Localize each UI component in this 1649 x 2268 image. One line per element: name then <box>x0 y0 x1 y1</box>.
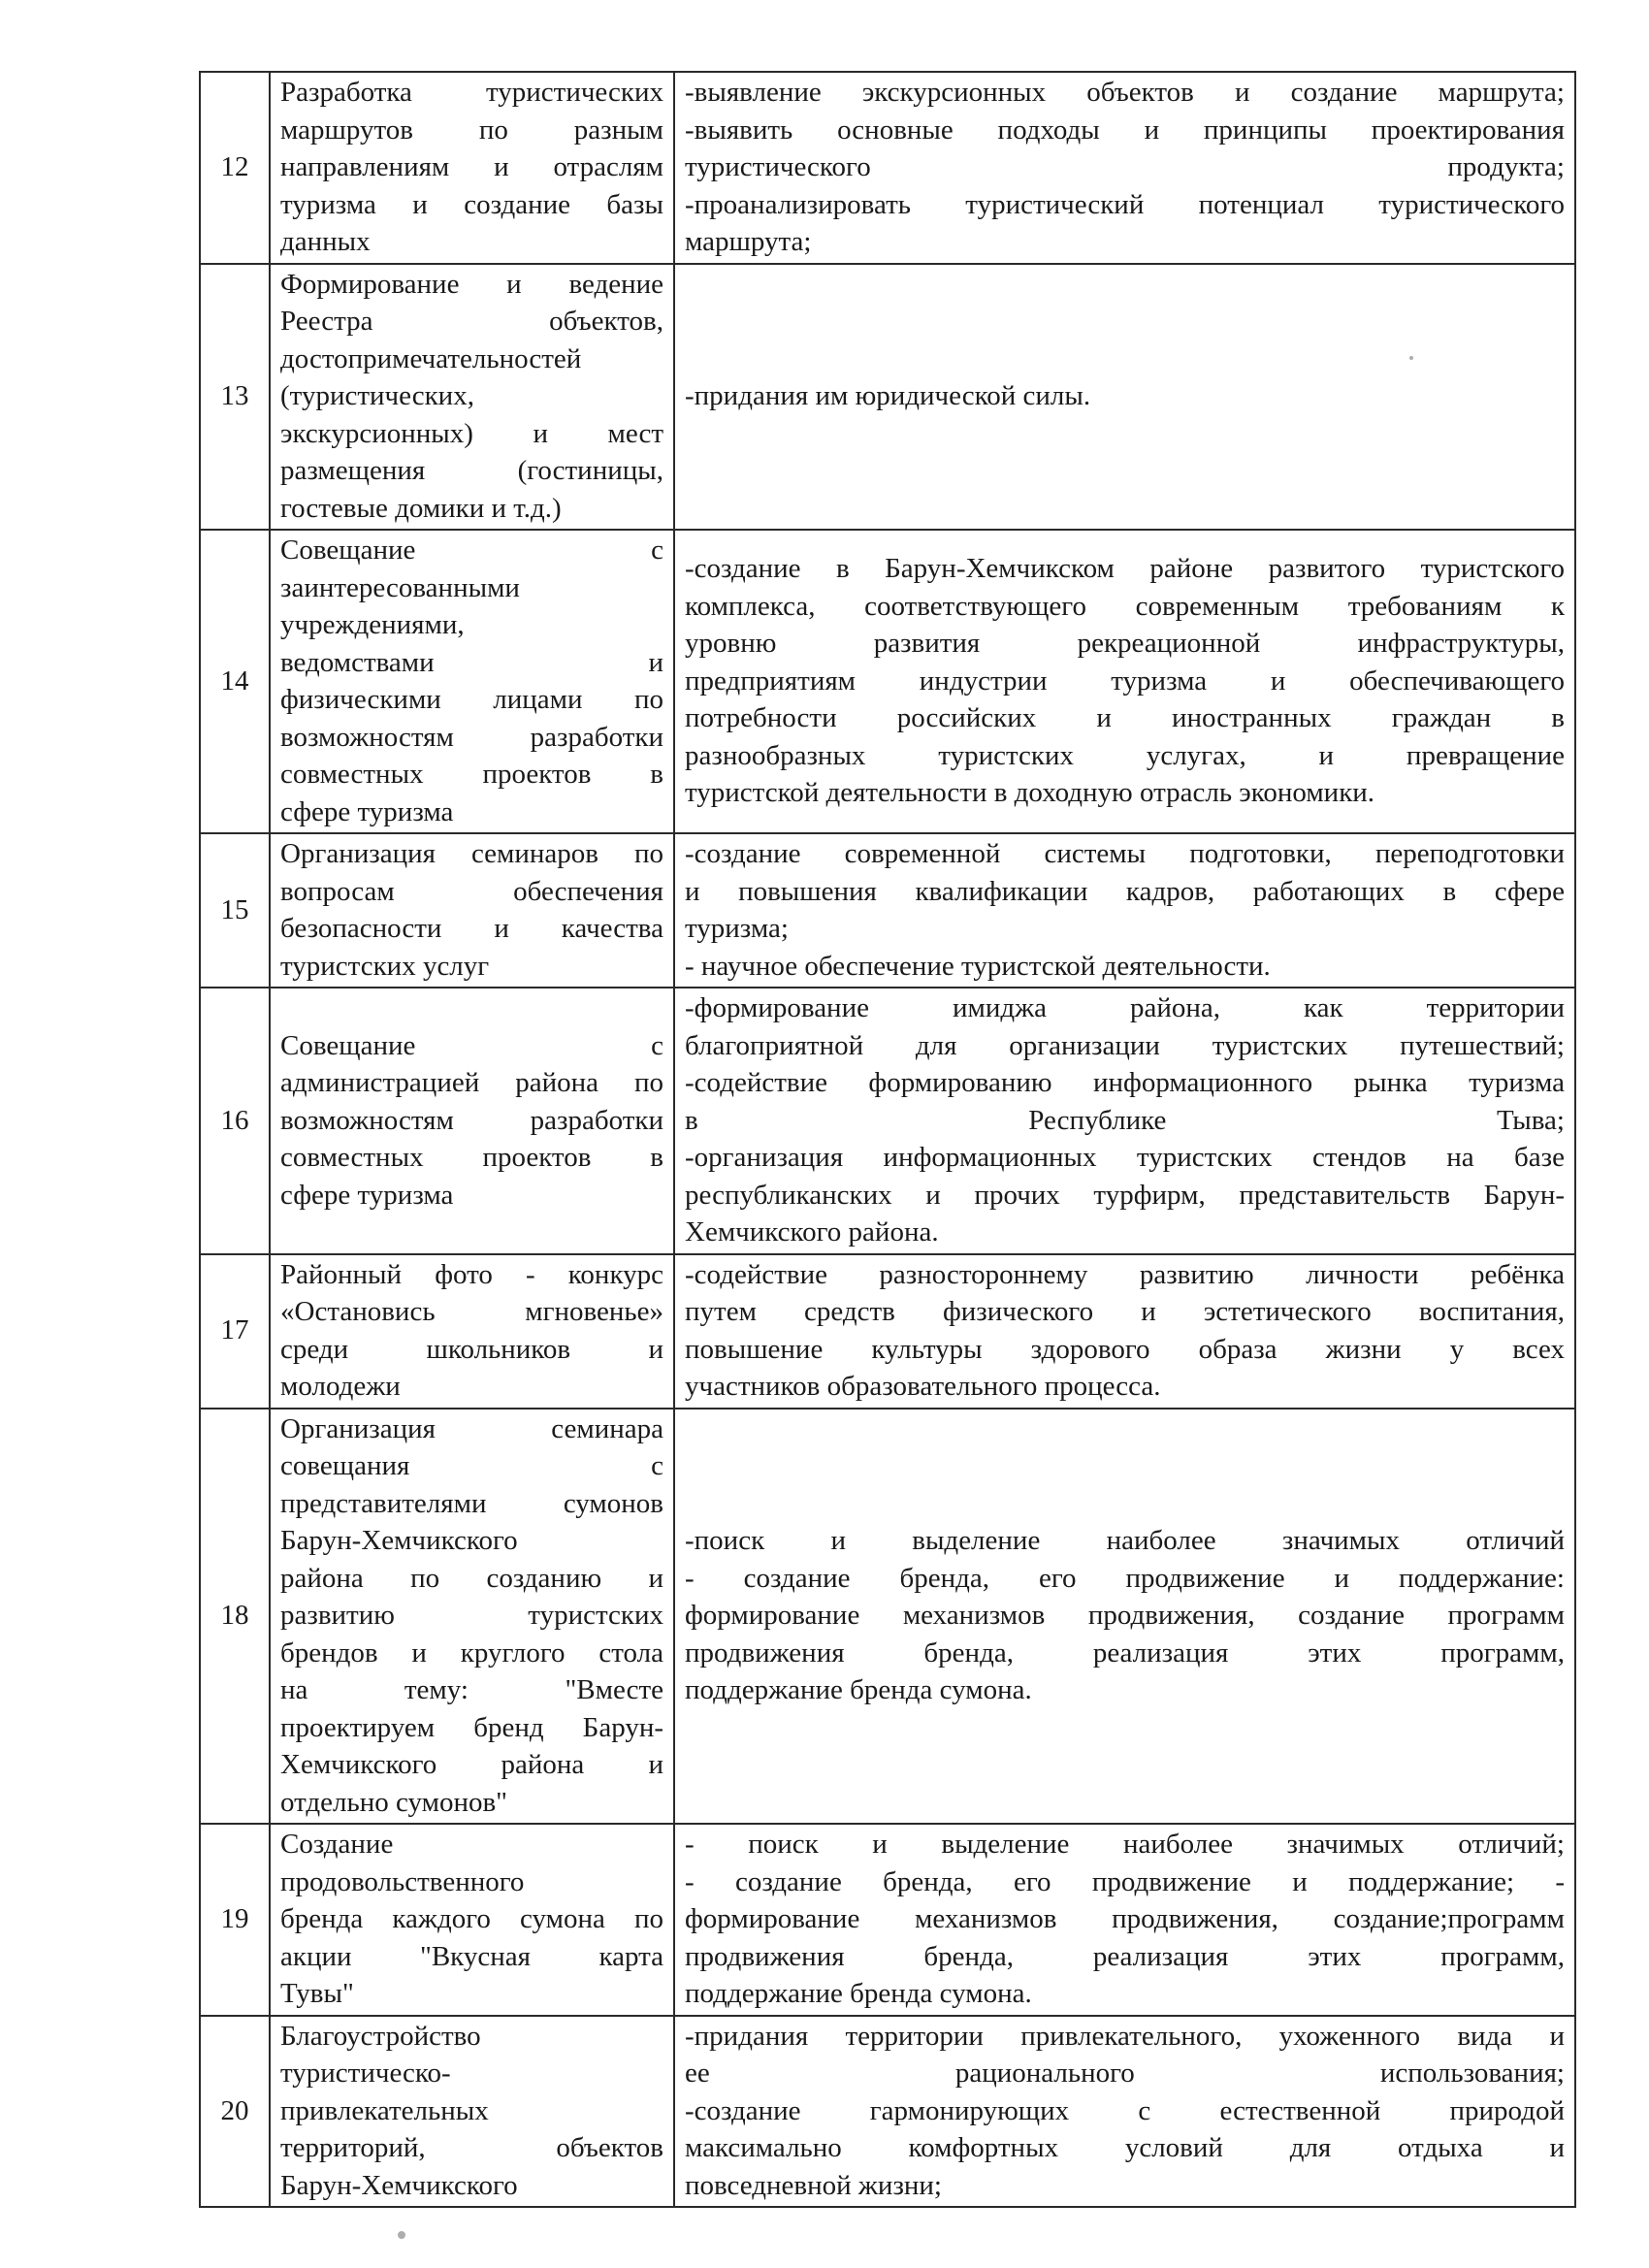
activity-goal-line: повышение культуры здорового образа жизни у всех <box>685 1333 1565 1365</box>
activity-name-line: ведомствами и <box>280 646 663 678</box>
activity-name-line: района по созданию и <box>280 1562 663 1594</box>
activity-name-line: Районный фото - конкурс <box>280 1258 663 1290</box>
scan-smudge <box>398 2231 405 2239</box>
activity-name-line: гостевые домики и т.д.) <box>280 492 562 524</box>
table-row <box>200 1254 1575 1409</box>
activity-goal-line: комплекса, соответствующего современным требованиям к <box>685 590 1565 622</box>
activity-goal-line: поддержание бренда сумона. <box>685 1978 1032 2009</box>
activity-name-line: Организация семинара <box>280 1412 663 1444</box>
activity-name-line: Разработка туристических <box>280 77 663 108</box>
row-number: 20 <box>200 2016 270 2208</box>
activity-name-line: возможностям разработки <box>280 1104 663 1136</box>
activity-name-line: совместных проектов в <box>280 759 663 790</box>
activity-goals <box>674 530 1575 833</box>
table-row <box>200 264 1575 531</box>
activity-name <box>270 530 674 833</box>
activity-goals <box>674 72 1575 264</box>
activity-name-line: совещания с <box>280 1450 663 1481</box>
activity-goal-line: продвижения бренда, реализация этих программ, <box>685 1940 1565 1972</box>
activity-goal-line: -создание современной системы подготовки, переподготовки <box>685 838 1565 869</box>
activity-goal-line: республиканских и прочих турфирм, представительств Барун- <box>685 1179 1565 1211</box>
table-row <box>200 988 1575 1254</box>
activity-name-line: заинтересованными <box>280 571 520 603</box>
activity-name-line: Благоустройство <box>280 2020 481 2052</box>
activity-goals <box>674 2016 1575 2208</box>
activity-name-line: развитию туристских <box>280 1600 663 1631</box>
activity-name-line: совместных проектов в <box>280 1142 663 1173</box>
activity-goal-line: -организация информационных туристских стендов на базе <box>685 1142 1565 1173</box>
activity-name <box>270 833 674 988</box>
activity-goal-line: предприятиям индустрии туризма и обеспечивающего <box>685 664 1565 697</box>
tourism-plan-table <box>199 71 1576 2208</box>
activity-name-line: вопросам обеспечения <box>280 875 663 907</box>
activity-goal-line: -придания территории привлекательного, ухоженного вида и <box>685 2020 1565 2052</box>
activity-name-line: экскурсионных) и мест <box>280 417 663 449</box>
row-number: 18 <box>200 1409 270 1825</box>
activity-goal-line: формирование механизмов продвижения, создание;программ <box>685 1903 1565 1934</box>
activity-goal-line: - создание бренда, его продвижение и поддержание; - <box>685 1865 1565 1897</box>
activity-name-line: территорий, объектов <box>280 2132 663 2163</box>
activity-name <box>270 1254 674 1409</box>
activity-goal-line: ее рационального использования; <box>685 2057 1565 2089</box>
activity-name <box>270 2016 674 2208</box>
scan-smudge <box>1409 356 1413 360</box>
activity-goal-line: -выявление экскурсионных объектов и создание маршрута; <box>685 77 1565 108</box>
activity-goal-line: -содействие формированию информационного рынка туризма <box>685 1067 1565 1098</box>
table-row <box>200 1409 1575 1825</box>
activity-goal-line: -создание в Барун-Хемчикском районе развитого туристского <box>685 553 1565 585</box>
activity-goals <box>674 988 1575 1254</box>
activity-name-line: на тему: "Вместе <box>280 1674 663 1705</box>
activity-name-line: представителями сумонов <box>280 1487 663 1519</box>
activity-name-line: Организация семинаров по <box>280 838 663 869</box>
activity-name-line: Хемчикского района и <box>280 1749 663 1780</box>
activity-goal-line: в Республике Тыва; <box>685 1104 1565 1136</box>
activity-name-line: Создание <box>280 1829 394 1860</box>
activity-name-line: размещения (гостиницы, <box>280 455 663 486</box>
table-row <box>200 530 1575 833</box>
activity-name-line: данных <box>280 226 371 257</box>
activity-name-line: туристическо- <box>280 2057 451 2089</box>
table-row <box>200 72 1575 264</box>
activity-goal-line: потребности российских и иностранных граждан в <box>685 702 1565 734</box>
document-page <box>199 71 1574 2208</box>
activity-goal-line: и повышения квалификации кадров, работающих в сфере <box>685 875 1565 907</box>
activity-name-line: Совещание с <box>280 535 663 566</box>
activity-name-line: направлениям и отраслям <box>280 151 663 182</box>
activity-goals <box>674 1254 1575 1409</box>
activity-name-line: бренда каждого сумона по <box>280 1903 663 1934</box>
activity-goal-line: благоприятной для организации туристских путешествий; <box>685 1029 1565 1061</box>
activity-name-line: проектируем бренд Барун- <box>280 1711 663 1743</box>
activity-name-line: безопасности и качества <box>280 913 663 944</box>
activity-goal-line: формирование механизмов продвижения, создание программ <box>685 1600 1565 1631</box>
table-row <box>200 2016 1575 2208</box>
activity-goals <box>674 1824 1575 2016</box>
activity-goal-line: -придания им юридической силы. <box>685 380 1091 411</box>
activity-goal-line: -содействие разностороннему развитию личности ребёнка <box>685 1258 1565 1290</box>
activity-goal-line: - поиск и выделение наиболее значимых отличий; <box>685 1829 1565 1860</box>
activity-name <box>270 988 674 1254</box>
activity-goal-line: маршрута; <box>685 226 812 257</box>
activity-goal-line: -создание гармонирующих с естественной природой <box>685 2094 1565 2126</box>
activity-name <box>270 1824 674 2016</box>
activity-name-line: Совещание с <box>280 1029 663 1061</box>
activity-name-line: привлекательных <box>280 2094 489 2126</box>
activity-name <box>270 264 674 531</box>
activity-name-line: учреждениями, <box>280 609 465 640</box>
activity-name-line: «Остановись мгновенье» <box>280 1296 663 1327</box>
activity-goal-line: Хемчикского района. <box>685 1216 939 1247</box>
activity-name-line: администрацией района по <box>280 1067 663 1098</box>
activity-goal-line: туристской деятельности в доходную отрасль экономики. <box>685 777 1375 809</box>
activity-goal-line: продвижения бренда, реализация этих программ, <box>685 1636 1565 1669</box>
activity-goal-line: участников образовательного процесса. <box>685 1371 1161 1402</box>
row-number: 19 <box>200 1824 270 2016</box>
activity-goal-line: повседневной жизни; <box>685 2169 942 2201</box>
activity-goal-line: -выявить основные подходы и принципы проектирования <box>685 113 1565 146</box>
activity-goal-line: разнообразных туристских услугах, и превращение <box>685 739 1565 771</box>
activity-goal-line: - научное обеспечение туристской деятельности. <box>685 950 1271 982</box>
activity-goal-line: -проанализировать туристический потенциал туристического <box>685 188 1565 220</box>
activity-name-line: возможностям разработки <box>280 721 663 753</box>
activity-name-line: сфере туризма <box>280 795 454 827</box>
activity-goal-line: уровню развития рекреационной инфраструктуры, <box>685 628 1565 660</box>
activity-name-line: акции "Вкусная карта <box>280 1940 663 1972</box>
activity-name-line: Реестра объектов, <box>280 306 663 337</box>
activity-name-line: туристских услуг <box>280 950 490 982</box>
row-number: 14 <box>200 530 270 833</box>
activity-goals <box>674 264 1575 531</box>
activity-goal-line: - создание бренда, его продвижение и поддержание: <box>685 1562 1565 1594</box>
row-number: 13 <box>200 264 270 531</box>
activity-goal-line: туризма; <box>685 913 789 944</box>
activity-name-line: среди школьников и <box>280 1333 663 1365</box>
activity-name-line: сфере туризма <box>280 1179 454 1211</box>
row-number: 15 <box>200 833 270 988</box>
activity-name-line: туризма и создание базы <box>280 188 663 220</box>
activity-goal-line: -поиск и выделение наиболее значимых отличий <box>685 1525 1565 1556</box>
activity-name-line: физическими лицами по <box>280 684 663 715</box>
activity-name-line: брендов и круглого стола <box>280 1636 663 1669</box>
activity-name-line: отдельно сумонов" <box>280 1786 508 1818</box>
activity-name-line: достопримечательностей <box>280 342 582 374</box>
row-number: 17 <box>200 1254 270 1409</box>
activity-name-line: Барун-Хемчикского <box>280 1525 518 1556</box>
activity-goals <box>674 1409 1575 1825</box>
activity-goals <box>674 833 1575 988</box>
activity-name-line: продовольственного <box>280 1865 525 1897</box>
table-row <box>200 1824 1575 2016</box>
activity-name-line: Формирование и ведение <box>280 268 663 300</box>
activity-name <box>270 1409 674 1825</box>
activity-name-line: Тувы" <box>280 1978 354 2009</box>
activity-name-line: маршрутов по разным <box>280 113 663 146</box>
activity-goal-line: -формирование имиджа района, как территории <box>685 992 1565 1023</box>
activity-goal-line: максимально комфортных условий для отдыха и <box>685 2132 1565 2163</box>
activity-goal-line: туристического продукта; <box>685 151 1565 182</box>
table-row <box>200 833 1575 988</box>
activity-name <box>270 72 674 264</box>
row-number: 12 <box>200 72 270 264</box>
activity-name-line: Барун-Хемчикского <box>280 2169 518 2201</box>
activity-name-line: молодежи <box>280 1371 401 1402</box>
activity-goal-line: поддержание бренда сумона. <box>685 1674 1032 1705</box>
activity-name-line: (туристических, <box>280 380 474 411</box>
row-number: 16 <box>200 988 270 1254</box>
table-body <box>200 72 1575 2207</box>
activity-goal-line: путем средств физического и эстетического воспитания, <box>685 1296 1565 1327</box>
